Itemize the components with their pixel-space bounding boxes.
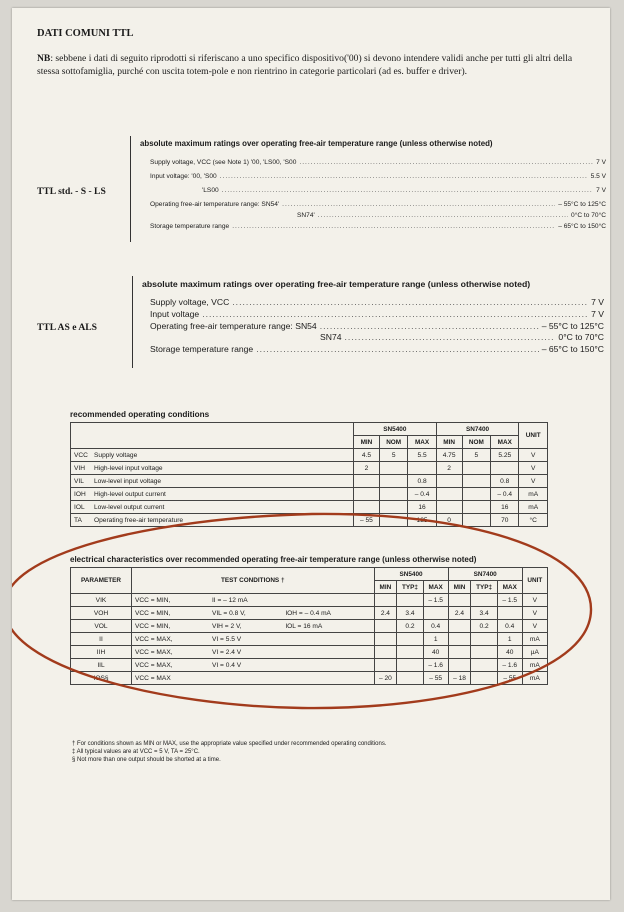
footnote: † For conditions shown as MIN or MAX, use the appropriate value specified under recommended operating conditions.	[72, 741, 387, 747]
col-header: MIN	[354, 436, 380, 449]
table-row: IIH VCC = MAX, VI = 2.4 V 40 40 µA	[71, 646, 548, 659]
table-row: VOH VCC = MIN, VIL = 0.8 V, IOH = – 0.4 mA 2.4 3.4 2.4 3.4 V	[71, 607, 548, 620]
electrical-heading: electrical characteristics over recommended operating free-air temperature range (unless otherwise noted)	[70, 555, 477, 564]
col-header: MAX	[497, 581, 522, 594]
section2-row: Operating free-air temperature range: SN54 ..... – 55°C to 125°C	[150, 321, 604, 331]
page-title: DATI COMUNI TTL	[37, 28, 134, 39]
col-header: MAX	[491, 436, 519, 449]
col-header: MAX	[408, 436, 436, 449]
parameter-header: PARAMETER	[71, 568, 132, 594]
table-row: IOS§ VCC = MAX – 20 – 55 – 18 – 55 mA	[71, 672, 548, 685]
section2-row: Input voltage ..... 7 V	[150, 309, 604, 319]
group-sn5400: SN5400	[354, 423, 437, 436]
group-sn5400: SN5400	[374, 568, 448, 581]
section2-row: Storage temperature range ..... – 65°C to 150°C	[150, 344, 604, 354]
table-row: IOL Low-level output current 16 16 mA	[71, 501, 548, 514]
table-row: II VCC = MAX, VI = 5.5 V 1 1 mA	[71, 633, 548, 646]
section1-row: Input voltage: '00, 'S00 ..... 5.5 V	[150, 173, 606, 180]
section1-row: Storage temperature range ..... – 65°C to 150°C	[150, 223, 606, 230]
table-row: IIL VCC = MAX, VI = 0.4 V – 1.6 – 1.6 mA	[71, 659, 548, 672]
section1-row: 'LS00 ..... 7 V	[202, 187, 606, 194]
footnote: § Not more than one output should be shorted at a time.	[72, 757, 221, 763]
col-header: TYP‡	[397, 581, 423, 594]
section1-row: Supply voltage, VCC (see Note 1) '00, 'LS00, 'S00 ..... 7 V	[150, 159, 606, 166]
nb-text: : sebbene i dati di seguito riprodotti si riferiscano a uno specifico dispositivo('00) si devono intendere validi anche per tutti gli altri della stessa sottofamiglia, purché con uscita totem-pole e non rientrino in categorie particolari (ad es. buffer e driver).	[37, 53, 573, 77]
col-header: NOM	[379, 436, 408, 449]
section2-row: Supply voltage, VCC ..... 7 V	[150, 297, 604, 307]
footnote: ‡ All typical values are at VCC = 5 V, TA = 25°C.	[72, 749, 200, 755]
table-row: VIH High-level input voltage 2 2 V	[71, 462, 548, 475]
table-row: VOL VCC = MIN, VIH = 2 V, IOL = 16 mA 0.2 0.4 0.2 0.4 V	[71, 620, 548, 633]
annotation-ellipse	[12, 8, 610, 900]
section1-row: Operating free-air temperature range: SN54' ..... – 55°C to 125°C	[150, 201, 606, 208]
side-label-ttl-as-als: TTL AS e ALS	[37, 322, 97, 333]
section1-heading: absolute maximum ratings over operating free-air temperature range (unless otherwise noted)	[140, 139, 493, 148]
group-sn7400: SN7400	[448, 568, 522, 581]
table-row: IOH High-level output current – 0.4 – 0.4 mA	[71, 488, 548, 501]
test-conditions-header: TEST CONDITIONS †	[132, 568, 375, 594]
col-header: MAX	[423, 581, 448, 594]
table-row: TA Operating free-air temperature – 55 125 0 70 °C	[71, 514, 548, 527]
annotation-ellipse-stroke	[12, 514, 591, 708]
col-header: MIN	[436, 436, 462, 449]
unit-header: UNIT	[519, 423, 548, 449]
col-header: MIN	[448, 581, 471, 594]
group-sn7400: SN7400	[436, 423, 519, 436]
col-header: TYP‡	[471, 581, 497, 594]
table-row: VIK VCC = MIN, II = – 12 mA – 1.5 – 1.5 V	[71, 594, 548, 607]
datasheet-page	[12, 8, 610, 900]
unit-header: UNIT	[522, 568, 547, 594]
nb-label: NB	[37, 53, 51, 64]
recommended-heading: recommended operating conditions	[70, 410, 210, 419]
section2-row: SN74 ..... 0°C to 70°C	[320, 332, 604, 342]
col-header: MIN	[374, 581, 397, 594]
col-header: NOM	[462, 436, 491, 449]
table-row: VIL Low-level input voltage 0.8 0.8 V	[71, 475, 548, 488]
side-label-ttl-std: TTL std. - S - LS	[37, 186, 106, 197]
section1-row: SN74' ..... 0°C to 70°C	[297, 212, 606, 219]
table-row: VCC Supply voltage 4.5 5 5.5 4.75 5 5.25 V	[71, 449, 548, 462]
section2-heading: absolute maximum ratings over operating free-air temperature range (unless otherwise noted)	[142, 279, 531, 289]
